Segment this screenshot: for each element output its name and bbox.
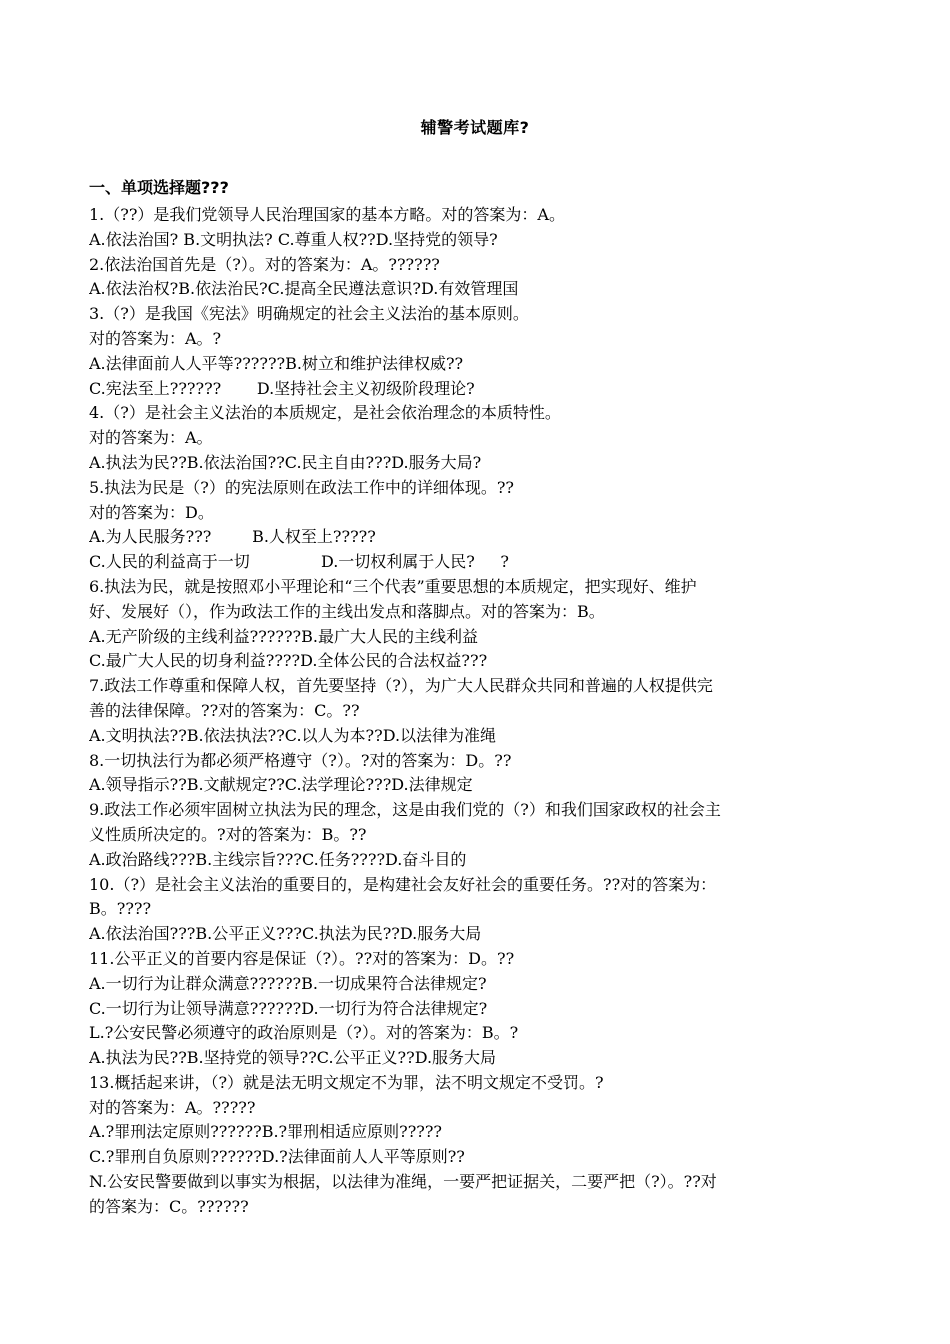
- text-line: C.宪法至上?????? D.坚持社会主义初级阶段理论?: [89, 378, 475, 398]
- text-line: A.执法为民??B.坚持党的领导??C.公平正义??D.服务大局: [89, 1048, 497, 1068]
- text-line: 善的法律保障。??对的答案为：C。??: [89, 700, 360, 720]
- text-line: 4.（?）是社会主义法治的本质规定，是社会依治理念的本质特性。: [89, 403, 561, 423]
- text-line: A.依法治国???B.公平正义???C.执法为民??D.服务大局: [89, 924, 482, 944]
- text-line: 好、发展好（），作为政法工作的主线出发点和落脚点。对的答案为：B。: [89, 601, 605, 621]
- text-line: 5.执法为民是（?）的宪法原则在政法工作中的详细体现。??: [89, 477, 515, 497]
- text-line: 对的答案为：A。: [89, 428, 213, 448]
- text-line: 2.依法治国首先是（?）。对的答案为：A。??????: [89, 254, 440, 274]
- text-line: A.依法治国? B.文明执法? C.尊重人权??D.坚持党的领导?: [89, 229, 498, 249]
- text-line: A.领导指示??B.文献规定??C.法学理论???D.法律规定: [89, 775, 473, 795]
- text-line: N.公安民警要做到以事实为根据，以法律为准绳，一要严把证据关，二要严把（?）。??对: [89, 1172, 717, 1192]
- text-line: A.?罪刑法定原则??????B.?罪刑相适应原则?????: [89, 1122, 443, 1142]
- text-line: 11.公平正义的首要内容是保证（?）。??对的答案为：D。??: [89, 948, 515, 968]
- text-line: 的答案为：C。??????: [89, 1196, 249, 1216]
- text-line: 7.政法工作尊重和保障人权，首先要坚持（?），为广大人民群众共同和普遍的人权提供完: [89, 676, 713, 696]
- text-line: C.人民的利益高于一切 D.一切权利属于人民? ?: [89, 552, 509, 572]
- document-title: 辅警考试题库?: [420, 118, 530, 137]
- text-line: B。????: [89, 899, 152, 919]
- text-line: 6.执法为民，就是按照邓小平理论和“三个代表”重要思想的本质规定，把实现好、维护: [89, 576, 697, 596]
- text-line: A.法律面前人人平等??????B.树立和维护法律权威??: [89, 353, 464, 373]
- text-line: A.依法治权?B.依法治民?C.提高全民遵法意识?D.有效管理国: [89, 279, 519, 299]
- text-line: 9.政法工作必须牢固树立执法为民的理念，这是由我们党的（?）和我们国家政权的社会主: [89, 800, 721, 820]
- text-line: 对的答案为：A。?: [89, 328, 222, 348]
- section-heading: 一、单项选择题???: [89, 178, 229, 197]
- text-line: A.文明执法??B.依法执法??C.以人为本??D.以法律为准绳: [89, 725, 497, 745]
- text-line: A.一切行为让群众满意??????B.一切成果符合法律规定?: [89, 973, 487, 993]
- text-line: A.为人民服务??? B.人权至上?????: [89, 527, 376, 547]
- text-line: 8.一切执法行为都必须严格遵守（?）。?对的答案为：D。??: [89, 750, 512, 770]
- text-line: 3.（?）是我国《宪法》明确规定的社会主义法治的基本原则。: [89, 304, 529, 324]
- text-line: L.?公安民警必须遵守的政治原则是（?）。对的答案为：B。?: [89, 1023, 519, 1043]
- text-line: 13.概括起来讲，（?）就是法无明文规定不为罪，法不明文规定不受罚。?: [89, 1072, 604, 1092]
- text-line: 1.（??）是我们党领导人民治理国家的基本方略。对的答案为：A。: [89, 205, 565, 224]
- text-line: C.?罪刑自负原则??????D.?法律面前人人平等原则??: [89, 1147, 465, 1167]
- text-line: 对的答案为：D。: [89, 502, 214, 522]
- question-list: [89, 203, 864, 1220]
- text-line: A.执法为民??B.依法治国??C.民主自由???D.服务大局?: [89, 452, 482, 472]
- text-line: 义性质所决定的。?对的答案为：B。??: [89, 824, 367, 844]
- text-line: C.一切行为让领导满意??????D.一切行为符合法律规定?: [89, 998, 488, 1018]
- text-line: A.政治路线???B.主线宗旨???C.任务????D.奋斗目的: [89, 849, 467, 869]
- text-line: 对的答案为：A。?????: [89, 1097, 256, 1117]
- text-line: A.无产阶级的主线利益??????B.最广大人民的主线利益: [89, 626, 478, 646]
- text-line: 10.（?）是社会主义法治的重要目的，是构建社会友好社会的重要任务。??对的答案为：: [89, 874, 717, 894]
- text-line: C.最广大人民的切身利益????D.全体公民的合法权益???: [89, 651, 488, 671]
